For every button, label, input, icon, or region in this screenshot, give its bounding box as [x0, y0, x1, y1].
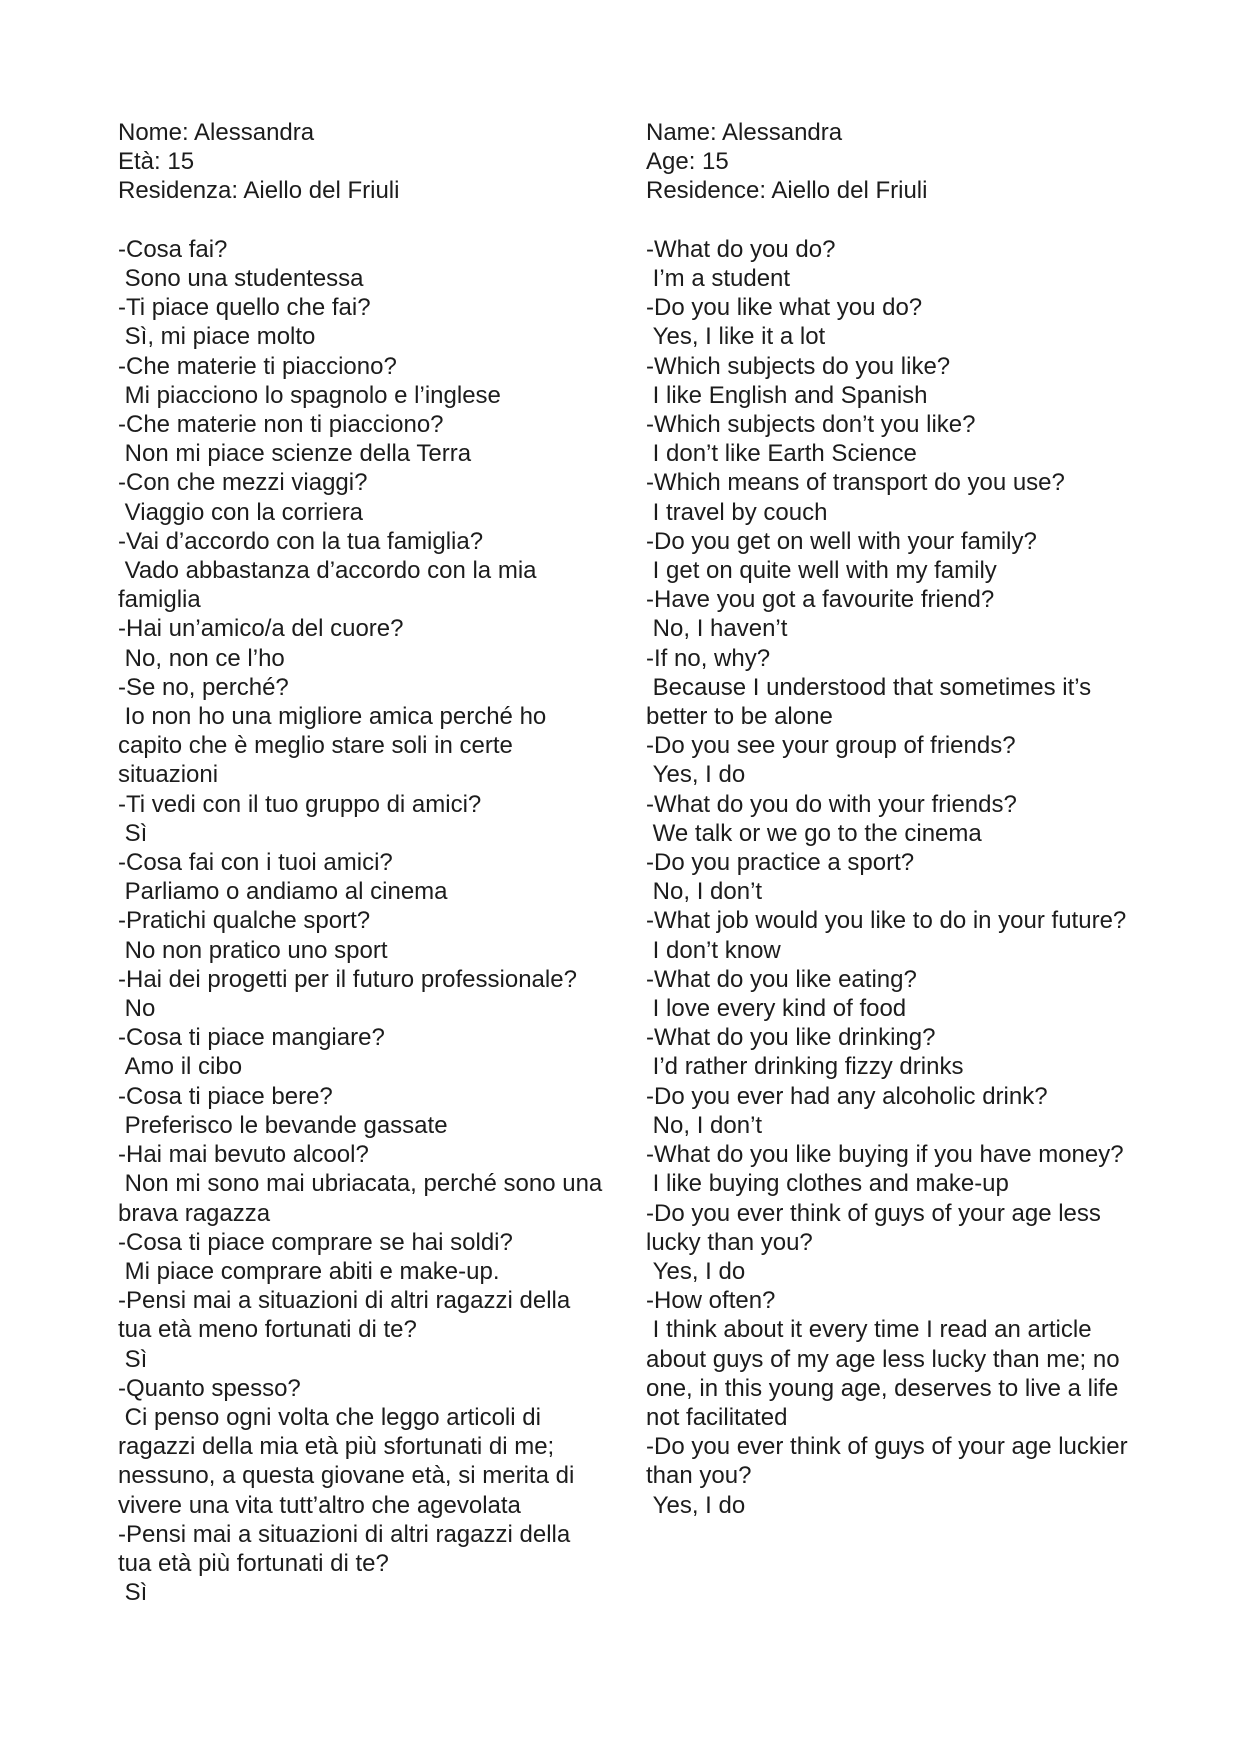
qa-item — [118, 1520, 608, 1608]
qa-item — [118, 673, 608, 790]
qa-item — [646, 1082, 1138, 1140]
question-text: -Cosa ti piace bere? — [118, 1082, 333, 1110]
name-line: Name: Alessandra — [646, 119, 843, 146]
answer-text: No, I don’t — [646, 878, 763, 906]
qa-item — [118, 527, 608, 615]
answer-text: Sì, mi piace molto — [118, 323, 316, 351]
answer-text: No non pratico uno sport — [118, 936, 388, 964]
question-text: -Cosa ti piace comprare se hai soldi? — [118, 1228, 513, 1256]
qa-item — [118, 1374, 608, 1520]
italian-header — [118, 118, 608, 206]
answer-text: I travel by couch — [646, 498, 828, 526]
qa-item — [646, 1432, 1138, 1520]
question-text: -What do you do? — [646, 235, 836, 263]
qa-item — [646, 468, 1138, 526]
qa-item — [118, 468, 608, 526]
question-text: -What do you do with your friends? — [646, 790, 1017, 818]
answer-text: Non mi piace scienze della Terra — [118, 440, 472, 468]
answer-text: Sono una studentessa — [118, 265, 364, 292]
answer-text: I’d rather drinking fizzy drinks — [646, 1053, 964, 1081]
qa-item — [118, 1140, 608, 1228]
qa-item — [118, 352, 608, 410]
question-text: -Se no, perché? — [118, 673, 289, 701]
question-text: -Pratichi qualche sport? — [118, 907, 371, 935]
italian-qa-list — [118, 235, 608, 1608]
answer-text: I don’t like Earth Science — [646, 440, 917, 468]
answer-text: Sì — [118, 1345, 148, 1373]
qa-item — [646, 906, 1138, 964]
answer-text: Because I understood that sometimes it’s better to be alone — [646, 673, 1098, 731]
answer-text: I’m a student — [646, 265, 791, 292]
question-text: -Do you like what you do? — [646, 294, 923, 322]
answer-text: I get on quite well with my family — [646, 557, 997, 585]
answer-text: Yes, I like it a lot — [646, 323, 826, 351]
qa-item — [118, 410, 608, 468]
question-text: -If no, why? — [646, 644, 771, 672]
answer-text: Vado abbastanza d’accordo con la mia famiglia — [118, 557, 544, 614]
qa-item — [646, 644, 1138, 732]
qa-item — [646, 848, 1138, 906]
question-text: -Cosa fai con i tuoi amici? — [118, 849, 393, 877]
english-column — [646, 118, 1138, 1520]
question-text: -Do you get on well with your family? — [646, 527, 1037, 555]
qa-item — [646, 1140, 1138, 1198]
question-text: -Con che mezzi viaggi? — [118, 469, 368, 497]
answer-text: Yes, I do — [646, 761, 746, 789]
answer-text: Io non ho una migliore amica perché ho capito che è meglio stare soli in certe situazioni — [118, 703, 553, 789]
question-text: -Ti vedi con il tuo gruppo di amici? — [118, 790, 482, 818]
question-text: -Ti piace quello che fai? — [118, 294, 371, 322]
question-text: -Pensi mai a situazioni di altri ragazzi della tua età più fortunati di te? — [118, 1520, 577, 1577]
qa-item — [118, 906, 608, 964]
qa-item — [646, 1199, 1138, 1287]
question-text: -Hai mai bevuto alcool? — [118, 1141, 369, 1169]
question-text: -Vai d’accordo con la tua famiglia? — [118, 527, 484, 555]
residence-line: Residenza: Aiello del Friuli — [118, 177, 400, 205]
qa-item — [646, 585, 1138, 643]
residence-line: Residence: Aiello del Friuli — [646, 177, 928, 205]
question-text: -Pensi mai a situazioni di altri ragazzi della tua età meno fortunati di te? — [118, 1287, 577, 1344]
answer-text: I don’t know — [646, 936, 781, 964]
qa-item — [646, 1023, 1138, 1081]
english-header — [646, 118, 1138, 206]
qa-item — [646, 790, 1138, 848]
question-text: -Do you see your group of friends? — [646, 732, 1016, 760]
qa-item — [646, 1286, 1138, 1432]
question-text: -Which means of transport do you use? — [646, 469, 1065, 497]
question-text: -Do you ever think of guys of your age less lucky than you? — [646, 1199, 1108, 1256]
answer-text: Sì — [118, 1579, 148, 1607]
qa-item — [646, 352, 1138, 410]
qa-item — [118, 965, 608, 1023]
qa-item — [118, 790, 608, 848]
english-qa-list — [646, 235, 1138, 1520]
question-text: -How often? — [646, 1287, 776, 1315]
question-text: -What do you like buying if you have money? — [646, 1141, 1124, 1169]
answer-text: Viaggio con la corriera — [118, 498, 364, 526]
qa-item — [118, 1082, 608, 1140]
question-text: -Do you ever think of guys of your age luckier than you? — [646, 1433, 1135, 1490]
question-text: -Hai un’amico/a del cuore? — [118, 615, 404, 643]
qa-item — [646, 293, 1138, 351]
qa-item — [646, 410, 1138, 468]
qa-item — [118, 614, 608, 672]
answer-text: I think about it every time I read an article about guys of my age less lucky than me; no one, in this young age, deserves to live a life not facilitated — [646, 1316, 1127, 1431]
question-text: -Che materie ti piacciono? — [118, 352, 397, 380]
question-text: -Quanto spesso? — [118, 1374, 301, 1402]
answer-text: I like buying clothes and make-up — [646, 1170, 1009, 1198]
question-text: -Hai dei progetti per il futuro professionale? — [118, 965, 577, 993]
answer-text: Parliamo o andiamo al cinema — [118, 878, 448, 906]
answer-text: Amo il cibo — [118, 1053, 243, 1081]
answer-text: Mi piace comprare abiti e make-up. — [118, 1257, 500, 1285]
answer-text: No, I haven’t — [646, 615, 788, 643]
italian-column — [118, 118, 608, 1607]
answer-text: I love every kind of food — [646, 995, 907, 1023]
answer-text: No, I don’t — [646, 1111, 763, 1139]
answer-text: Non mi sono mai ubriacata, perché sono una brava ragazza — [118, 1170, 609, 1227]
age-line: Età: 15 — [118, 148, 195, 176]
qa-item — [646, 965, 1138, 1023]
question-text: -Cosa fai? — [118, 235, 228, 263]
answer-text: Yes, I do — [646, 1257, 746, 1285]
question-text: -Which subjects do you like? — [646, 352, 951, 380]
question-text: -Have you got a favourite friend? — [646, 586, 995, 614]
question-text: -Which subjects don’t you like? — [646, 411, 976, 439]
answer-text: Sì — [118, 819, 148, 847]
answer-text: No, non ce l’ho — [118, 644, 285, 672]
question-text: -What job would you like to do in your future? — [646, 907, 1127, 935]
answer-text: Preferisco le bevande gassate — [118, 1111, 448, 1139]
qa-item — [646, 235, 1138, 293]
qa-item — [118, 848, 608, 906]
answer-text: I like English and Spanish — [646, 381, 928, 409]
question-text: -Che materie non ti piacciono? — [118, 411, 444, 439]
qa-item — [646, 527, 1138, 585]
qa-item — [118, 293, 608, 351]
question-text: -What do you like drinking? — [646, 1024, 936, 1052]
qa-item — [118, 1023, 608, 1081]
qa-item — [646, 731, 1138, 789]
question-text: -Do you practice a sport? — [646, 849, 915, 877]
answer-text: Mi piacciono lo spagnolo e l’inglese — [118, 381, 501, 409]
qa-item — [118, 1286, 608, 1374]
answer-text: No — [118, 995, 156, 1023]
age-line: Age: 15 — [646, 148, 729, 176]
name-line: Nome: Alessandra — [118, 119, 315, 146]
answer-text: Yes, I do — [646, 1491, 746, 1519]
question-text: -Cosa ti piace mangiare? — [118, 1024, 385, 1052]
qa-item — [118, 1228, 608, 1286]
question-text: -Do you ever had any alcoholic drink? — [646, 1082, 1048, 1110]
question-text: -What do you like eating? — [646, 965, 917, 993]
answer-text: We talk or we go to the cinema — [646, 819, 982, 847]
answer-text: Ci penso ogni volta che leggo articoli di ragazzi della mia età più sfortunati di me; nessuno, a questa giovane età, si merita di vivere una vita tutt’altro che agevolata — [118, 1403, 581, 1519]
qa-item — [118, 235, 608, 293]
